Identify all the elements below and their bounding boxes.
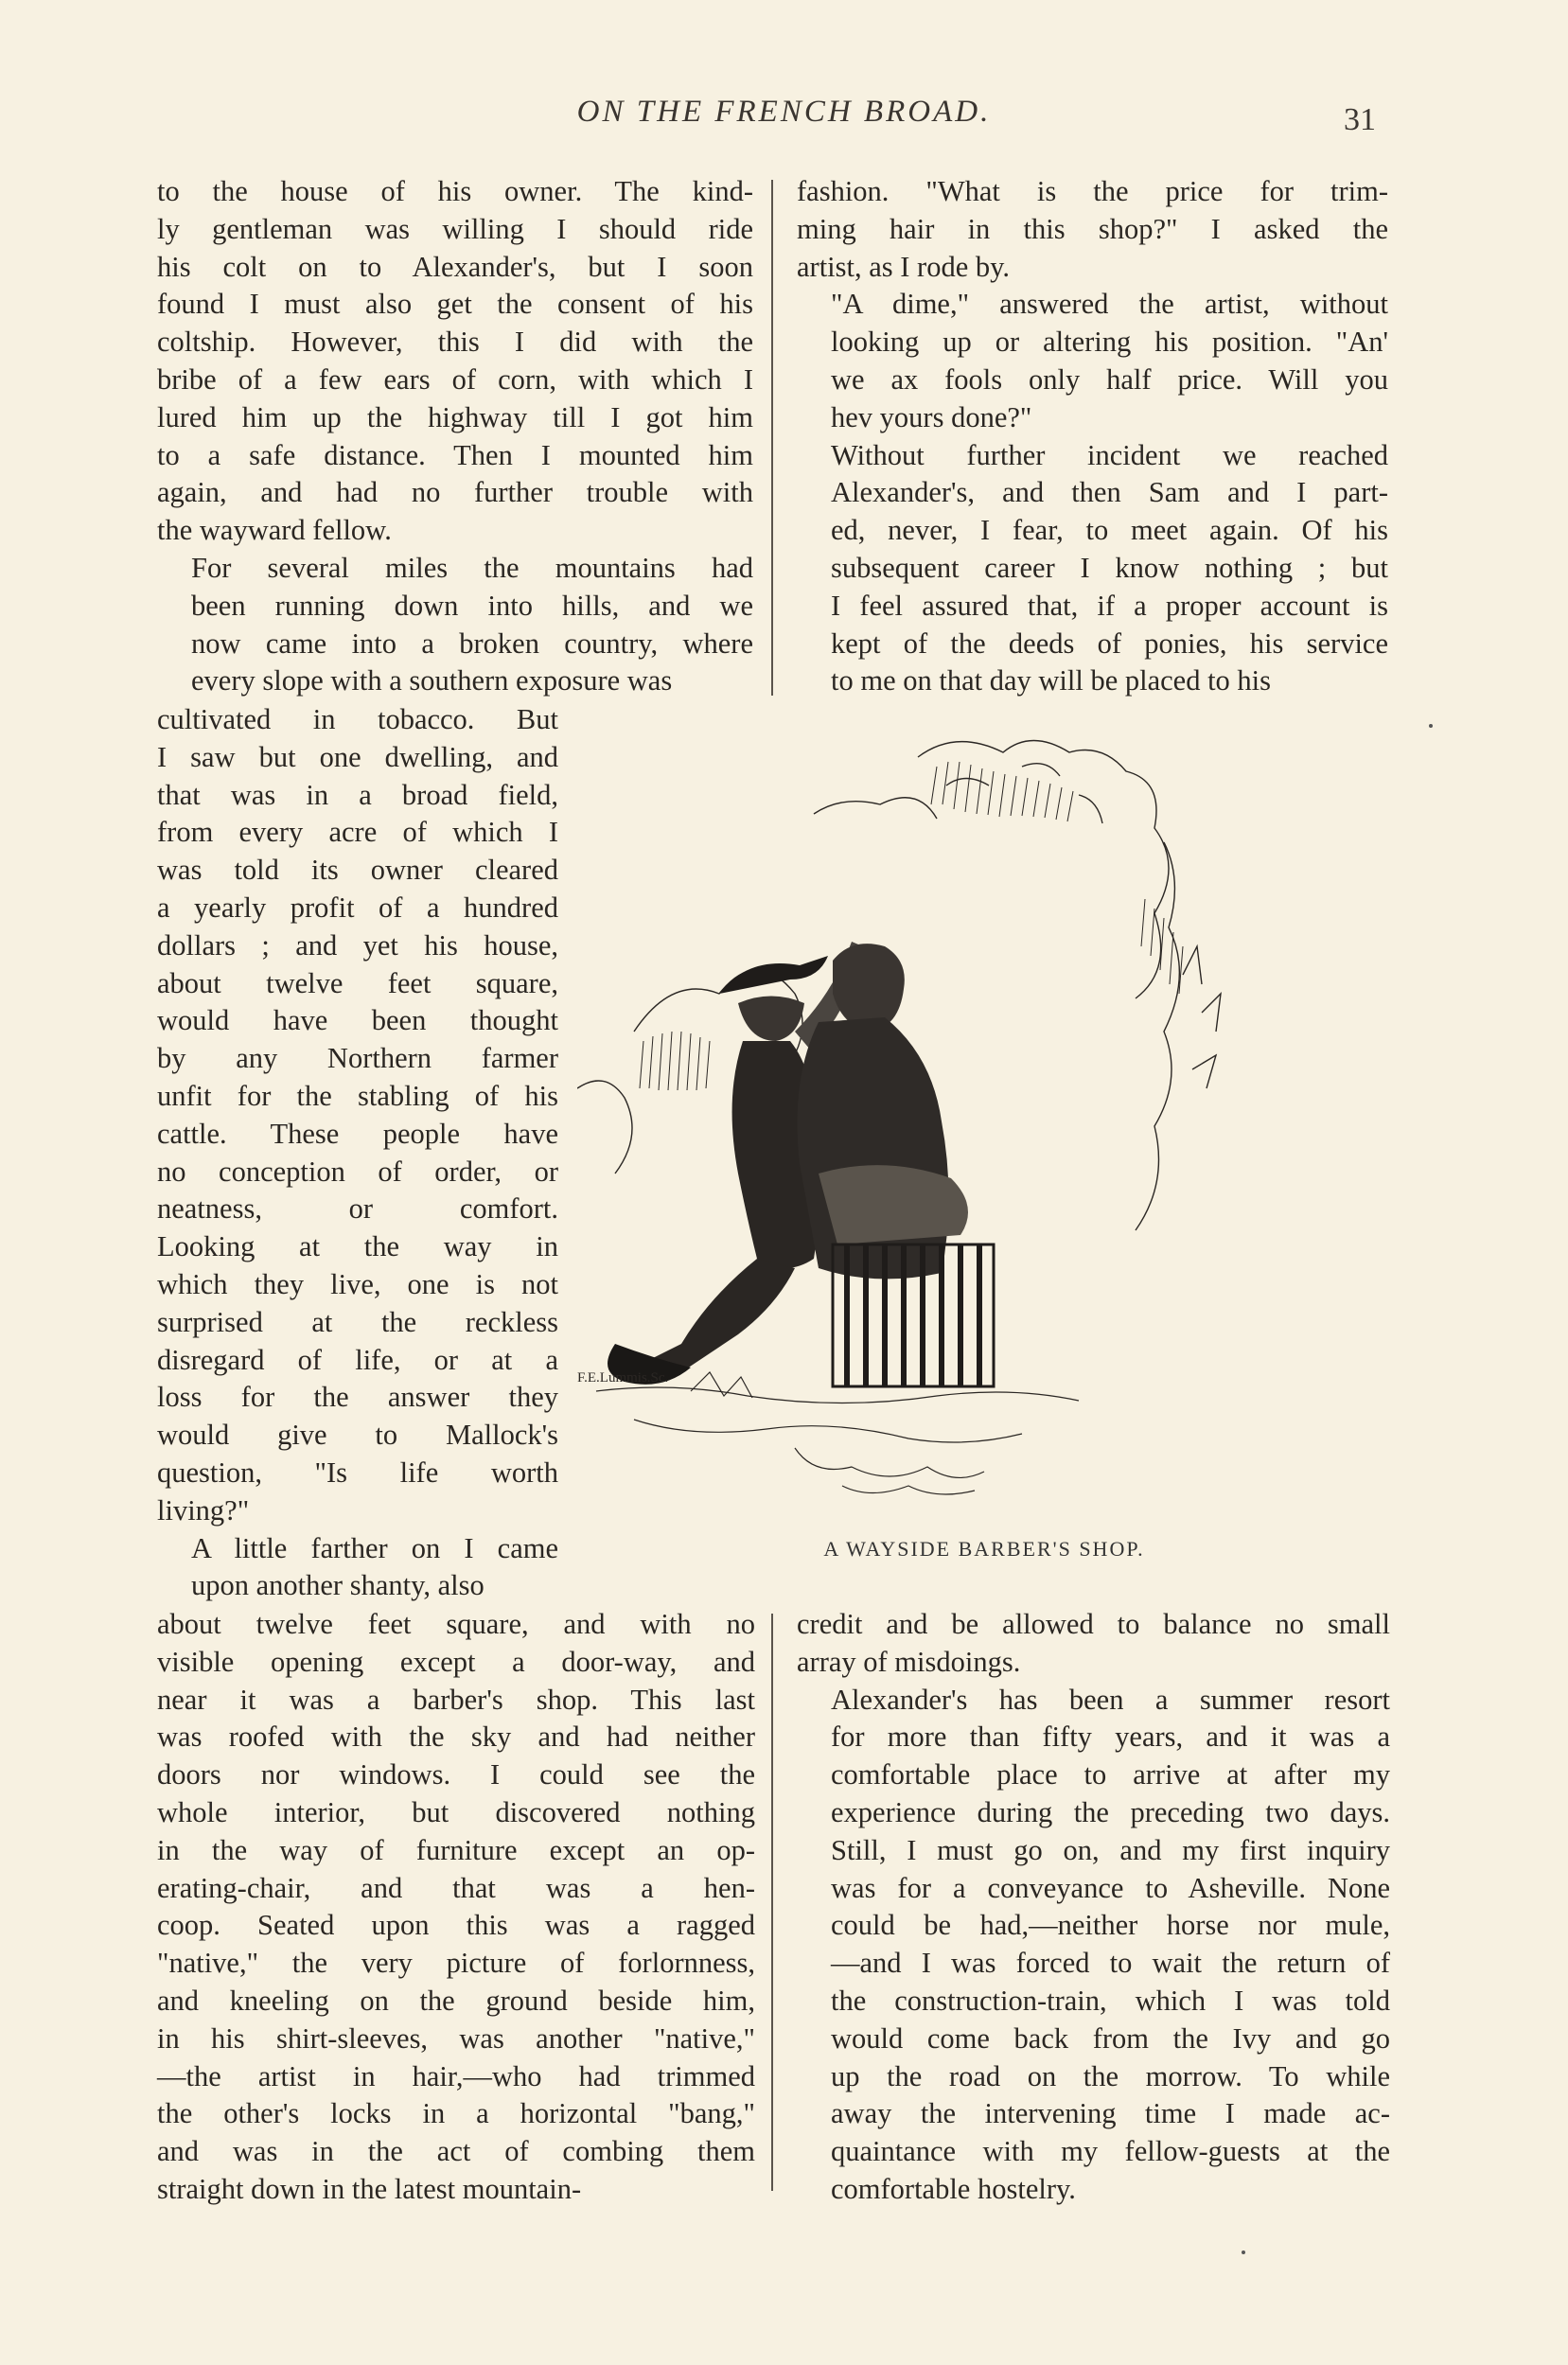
text-line: cattle. These people have bbox=[157, 1117, 558, 1150]
text-line: I saw but one dwelling, and bbox=[157, 740, 558, 773]
text-line: ed, never, I fear, to meet again. Of his bbox=[831, 514, 1388, 547]
text-line: dollars ; and yet his house, bbox=[157, 928, 558, 962]
text-line: "A dime," answered the artist, without bbox=[831, 288, 1388, 321]
text-line: the other's locks in a horizontal "bang," bbox=[157, 2097, 755, 2130]
text-line: to a safe distance. Then I mounted him bbox=[157, 438, 753, 471]
text-line: loss for the answer they bbox=[157, 1381, 558, 1414]
text-line: about twelve feet square, and with no bbox=[157, 1608, 755, 1640]
text-line: A little farther on I came bbox=[191, 1531, 558, 1564]
text-line: experience during the preceding two days. bbox=[831, 1795, 1390, 1828]
text-line: and kneeling on the ground beside him, bbox=[157, 1984, 755, 2017]
customer-lap bbox=[819, 1165, 968, 1244]
text-line: Without further incident we reached bbox=[831, 438, 1388, 471]
text-line: found I must also get the consent of his bbox=[157, 288, 753, 321]
text-line: quaintance with my fellow-guests at the bbox=[831, 2135, 1390, 2168]
text-line: we ax fools only half price. Will you bbox=[831, 362, 1388, 396]
text-line: would have been thought bbox=[157, 1004, 558, 1037]
paragraph bbox=[157, 173, 753, 550]
barber-head bbox=[738, 997, 804, 1042]
text-line: erating-chair, and that was a hen- bbox=[157, 1871, 755, 1904]
text-line: I feel assured that, if a proper account is bbox=[831, 589, 1388, 622]
text-line: ming hair in this shop?" I asked the bbox=[797, 212, 1388, 245]
text-line: Looking at the way in bbox=[157, 1230, 558, 1263]
paragraph bbox=[157, 701, 558, 1530]
customer-head bbox=[833, 944, 905, 1032]
page-number: 31 bbox=[1344, 102, 1376, 137]
text-line: which they live, one is not bbox=[157, 1267, 558, 1300]
text-line: coop. Seated upon this was a ragged bbox=[157, 1909, 755, 1942]
column-rule-top bbox=[771, 180, 773, 696]
text-line: Alexander's has been a summer resort bbox=[831, 1683, 1390, 1716]
text-line: for more than fifty years, and it was a bbox=[831, 1721, 1390, 1754]
text-line: surprised at the reckless bbox=[157, 1305, 558, 1338]
text-line: was told its owner cleared bbox=[157, 854, 558, 887]
text-line: a yearly profit of a hundred bbox=[157, 891, 558, 924]
ground bbox=[596, 1372, 1079, 1494]
text-line: comfortable hostelry. bbox=[831, 2172, 1076, 2205]
text-line: near it was a barber's shop. This last bbox=[157, 1683, 755, 1716]
paragraph bbox=[157, 1530, 558, 1606]
illustration-caption: A WAYSIDE BARBER'S SHOP. bbox=[823, 1537, 1145, 1561]
paragraph bbox=[157, 1606, 755, 2209]
text-line: by any Northern farmer bbox=[157, 1042, 558, 1075]
paragraph bbox=[157, 550, 753, 700]
text-line: was for a conveyance to Asheville. None bbox=[831, 1871, 1390, 1904]
text-line: visible opening except a door-way, and bbox=[157, 1645, 755, 1678]
left-column-bottom bbox=[157, 1606, 755, 2209]
speck bbox=[1242, 2250, 1245, 2254]
text-line: —and I was forced to wait the return of bbox=[831, 1947, 1390, 1980]
text-line: "native," the very picture of forlornness, bbox=[157, 1947, 755, 1980]
text-line: Alexander's, and then Sam and I part- bbox=[831, 476, 1388, 509]
paragraph bbox=[797, 1606, 1390, 1682]
paragraph bbox=[797, 173, 1388, 286]
text-line: fashion. "What is the price for trim- bbox=[797, 175, 1388, 207]
paragraph bbox=[797, 286, 1388, 436]
text-line: again, and had no further trouble with bbox=[157, 476, 753, 509]
text-line: in the way of furniture except an op- bbox=[157, 1833, 755, 1866]
paragraph bbox=[797, 437, 1388, 701]
text-line: to me on that day will be placed to his bbox=[831, 664, 1272, 697]
text-line: been running down into hills, and we bbox=[191, 589, 753, 622]
text-line: credit and be allowed to balance no small bbox=[797, 1608, 1390, 1640]
text-line: now came into a broken country, where bbox=[191, 627, 753, 660]
text-line: unfit for the stabling of his bbox=[157, 1079, 558, 1112]
text-line: that was in a broad field, bbox=[157, 778, 558, 811]
left-column-top bbox=[157, 173, 753, 700]
text-line: from every acre of which I bbox=[157, 816, 558, 849]
text-line: hev yours done?" bbox=[831, 400, 1032, 433]
text-line: no conception of order, or bbox=[157, 1155, 558, 1188]
text-line: neatness, or comfort. bbox=[157, 1192, 558, 1226]
running-head: ON THE FRENCH BROAD. bbox=[576, 95, 992, 129]
text-line: every slope with a southern exposure was bbox=[191, 664, 673, 697]
text-line: comfortable place to arrive at after my bbox=[831, 1758, 1390, 1791]
artist-signature: F.E.Lummis.Sc. bbox=[577, 1370, 669, 1385]
right-column-top bbox=[797, 173, 1388, 700]
text-line: in his shirt-sleeves, was another "native," bbox=[157, 2021, 755, 2055]
right-column-bottom bbox=[797, 1606, 1390, 2209]
text-line: bribe of a few ears of corn, with which I bbox=[157, 362, 753, 396]
text-line: could be had,—neither horse nor mule, bbox=[831, 1909, 1390, 1942]
text-line: kept of the deeds of ponies, his service bbox=[831, 627, 1388, 660]
text-line: subsequent career I know nothing ; but bbox=[831, 551, 1388, 584]
text-line: away the intervening time I made ac- bbox=[831, 2097, 1390, 2130]
text-line: doors nor windows. I could see the bbox=[157, 1758, 755, 1791]
text-line: would give to Mallock's bbox=[157, 1419, 558, 1452]
hat bbox=[719, 956, 828, 994]
left-column-narrow bbox=[157, 701, 558, 1605]
text-line: lured him up the highway till I got him bbox=[157, 400, 753, 433]
text-line: to the house of his owner. The kind- bbox=[157, 175, 753, 207]
text-line: the wayward fellow. bbox=[157, 514, 392, 547]
text-line: Still, I must go on, and my first inquiry bbox=[831, 1833, 1390, 1866]
text-line: question, "Is life worth bbox=[157, 1456, 558, 1489]
text-line: was roofed with the sky and had neither bbox=[157, 1721, 755, 1754]
seated-customer-figure bbox=[798, 944, 969, 1279]
text-line: —the artist in hair,—who had trimmed bbox=[157, 2059, 755, 2092]
text-line: would come back from the Ivy and go bbox=[831, 2021, 1390, 2055]
barber-shop-illustration bbox=[577, 729, 1401, 1562]
text-line: and was in the act of combing them bbox=[157, 2135, 755, 2168]
column-rule-bottom bbox=[771, 1614, 773, 2191]
text-line: living?" bbox=[157, 1493, 250, 1527]
text-line: whole interior, but discovered nothing bbox=[157, 1795, 755, 1828]
text-line: the construction-train, which I was told bbox=[831, 1984, 1390, 2017]
text-line: ly gentleman was willing I should ride bbox=[157, 212, 753, 245]
barber-legs bbox=[643, 1259, 795, 1375]
text-line: disregard of life, or at a bbox=[157, 1343, 558, 1376]
paragraph bbox=[797, 1682, 1390, 2209]
text-line: his colt on to Alexander's, but I soon bbox=[157, 250, 753, 283]
speck bbox=[1429, 724, 1433, 728]
text-line: about twelve feet square, bbox=[157, 966, 558, 999]
text-line: up the road on the morrow. To while bbox=[831, 2059, 1390, 2092]
text-line: upon another shanty, also bbox=[191, 1569, 484, 1602]
text-line: cultivated in tobacco. But bbox=[157, 703, 558, 735]
hatching bbox=[640, 762, 1183, 1090]
text-line: looking up or altering his position. "An' bbox=[831, 326, 1388, 359]
text-line: For several miles the mountains had bbox=[191, 551, 753, 584]
text-line: artist, as I rode by. bbox=[797, 250, 1011, 283]
text-line: coltship. However, this I did with the bbox=[157, 326, 753, 359]
text-line: straight down in the latest mountain- bbox=[157, 2172, 582, 2205]
text-line: array of misdoings. bbox=[797, 1645, 1021, 1678]
